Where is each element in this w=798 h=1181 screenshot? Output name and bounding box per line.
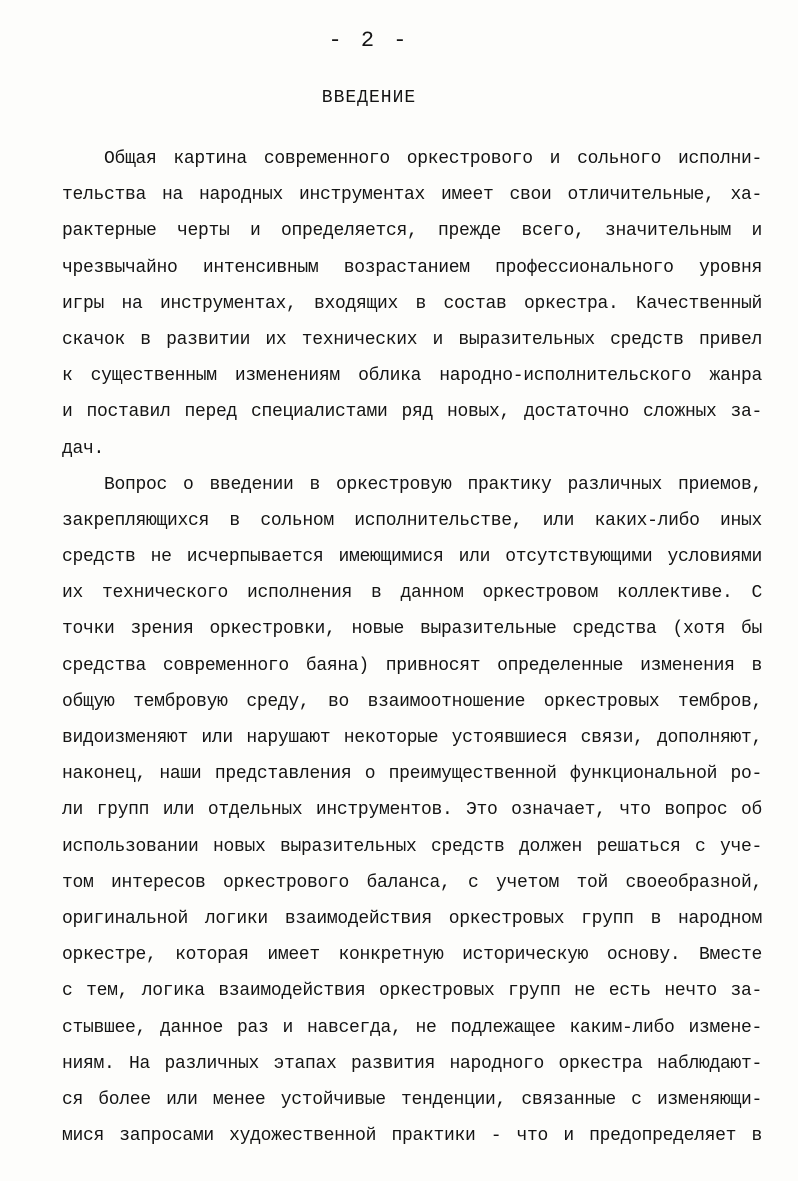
- text-line: видоизменяют или нарушают некоторые устоявшиеся связи, дополняют,: [62, 728, 762, 748]
- text-line: скачок в развитии их технических и выразительных средств привел: [62, 329, 762, 350]
- text-line: и поставил перед специалистами ряд новых, достаточно сложных за-: [62, 402, 762, 423]
- text-line: Вопрос о введении в оркестровую практику различных приемов,: [104, 474, 762, 495]
- text-line: средств не исчерпывается имеющимися или отсутствующими условиями: [62, 547, 762, 568]
- text-line: к существенным изменениям облика народно-исполнительского жанра: [62, 366, 762, 387]
- text-line: дач.: [62, 438, 105, 459]
- text-line: оригинальной логики взаимодействия оркестровых групп в народном: [62, 908, 762, 929]
- text-line: ли групп или отдельных инструментов. Это означает, что вопрос об: [62, 800, 762, 821]
- text-line: рактерные черты и определяется, прежде всего, значительным и: [62, 221, 762, 242]
- document-body: [62, 141, 762, 1154]
- section-title: ВВЕДЕНИЕ: [321, 88, 417, 108]
- paragraph-1: [62, 141, 762, 467]
- text-line: тельства на народных инструментах имеет свои отличительные, ха-: [62, 185, 762, 206]
- paragraph-2: [62, 467, 762, 1155]
- text-line: закрепляющихся в сольном исполнительстве, или каких-либо иных: [62, 510, 762, 531]
- text-line: Общая картина современного оркестрового и сольного исполни-: [104, 149, 762, 169]
- text-line: чрезвычайно интенсивным возрастанием профессионального уровня: [62, 257, 762, 278]
- text-line: игры на инструментах, входящих в состав оркестра. Качественный: [62, 293, 762, 314]
- page-number: - 2 -: [328, 28, 410, 53]
- text-line: оркестре, которая имеет конкретную историческую основу. Вместе: [62, 945, 762, 966]
- text-line: их технического исполнения в данном оркестровом коллективе. С: [62, 583, 762, 604]
- text-line: средства современного баяна) привносят определенные изменения в: [62, 655, 762, 676]
- text-line: общую тембровую среду, во взаимоотношение оркестровых тембров,: [62, 691, 762, 712]
- text-line: стывшее, данное раз и навсегда, не подлежащее каким-либо измене-: [62, 1017, 762, 1038]
- text-line: наконец, наши представления о преимущественной функциональной ро-: [62, 764, 762, 785]
- text-line: том интересов оркестрового баланса, с учетом той своеобразной,: [62, 872, 762, 893]
- text-line: точки зрения оркестровки, новые выразительные средства (хотя бы: [62, 619, 762, 640]
- text-line: использовании новых выразительных средств должен решаться с уче-: [62, 836, 762, 857]
- text-line: ниям. На различных этапах развития народного оркестра наблюдают-: [62, 1053, 762, 1074]
- text-line: ся более или менее устойчивые тенденции, связанные с изменяющи-: [62, 1089, 762, 1110]
- text-line: с тем, логика взаимодействия оркестровых групп не есть нечто за-: [62, 981, 762, 1002]
- text-line: мися запросами художественной практики - что и предопределяет в: [62, 1126, 762, 1147]
